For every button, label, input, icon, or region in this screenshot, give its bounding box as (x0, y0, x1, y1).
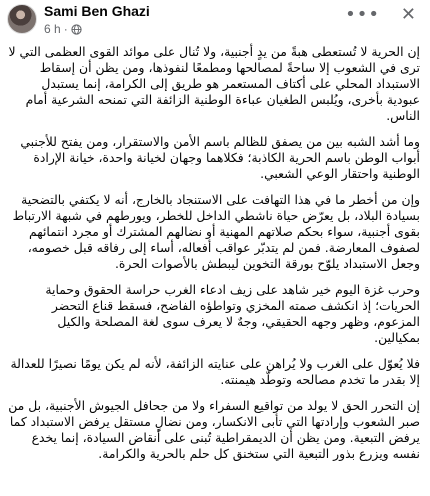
post-paragraph-6: إن التحرر الحق لا يولد من تواقيع السفراء ولا من جحافل الجيوش الأجنبية، بل من صبر الشعوب وإرادتها التي تأبى الانكسار، ومن نضالٍ مستقل يرفض الاستبداد كما يرفض التبعية. ومن يظن أن الديمقراطية تُبنى على أنقاض السيادة، إنما يخدع نفسه ويزرع بذور التبعية التي ستخنق كل حلم بالحرية والكرامة. (8, 398, 420, 461)
post-paragraph-3: وإن من أخطر ما في هذا التهافت على الاستنجاد بالخارج، أنه لا يكتفي بالتضحية بسيادة البلاد، بل يعرّض حياة ناشطي الداخل للخطر، ويورطهم في شبهة الارتباط بقوى أجنبية، سواء بحكم صلاتهم المهنية أو نضالهم المشترك أو مجرد انتمائهم لصفوف المعارضة. فمن لم يتدبّر عواقب أفعاله، أساء إلى رفاقه قبل خصومه، وجعل الاستبداد يلوّح بورقة التخوين ليبطش بالأصوات الحرة. (12, 192, 420, 271)
post-time[interactable]: 6 h (44, 22, 61, 36)
post-paragraph-5: فلا يُعوّل على الغرب ولا يُراهن على عنايته الزائفة، لأنه لم يكن يومًا نصيرًا للعدالة إلا بقدر ما تخدم مصالحه وتوطّد هيمنته. (10, 356, 420, 387)
author-avatar[interactable] (7, 4, 37, 34)
globe-icon[interactable] (71, 24, 82, 35)
post-meta (44, 22, 82, 36)
post-paragraph-4: وحرب غزة اليوم خير شاهد على زيف ادعاء الغرب حراسة الحقوق وحماية الحريات؛ إذ انكشف صمته المخزي وتواطؤه الفاضح، فسقط قناع التحضر المزعوم، وظهر وجهه الحقيقي، وجهٌ لا يعرف سوى لغة المصلحة والكيل بمكيالين. (45, 282, 420, 345)
post-text (8, 44, 420, 472)
post-paragraph-2: وما أشد الشبه بين من يصفق للظالم باسم الأمن والاستقرار، ومن يفتح للأجنبي أبواب الوطن باسم الحرية الكاذبة؛ فكلاهما وجهان لخيانة واحدة، خيانة الإرادة الوطنية واحتقار الوعي الشعبي. (20, 134, 420, 181)
author-name[interactable]: Sami Ben Ghazi (44, 3, 150, 19)
more-options-icon[interactable]: ••• (345, 4, 380, 25)
meta-separator: · (63, 22, 68, 36)
post-paragraph-1: إن الحرية لا تُستعطى هبةً من يدٍ أجنبية، ولا تُنال على موائد القوى العظمى التي لا ترى في الشعوب إلا ساحةً لمصالحها ومطمعًا لنفوذها، ومن يظن أن إسقاط الاستبداد المحلي على أكتاف المستعمر هو طريق إلى الكرامة، إنما يستبدل عبودية بأخرى، ويُلبس الطغيان عباءة الوطنية الزائفة التي تمنحه الشرعية أمام الناس. (8, 44, 420, 123)
post-header (0, 0, 430, 44)
close-icon[interactable]: ✕ (400, 4, 416, 25)
